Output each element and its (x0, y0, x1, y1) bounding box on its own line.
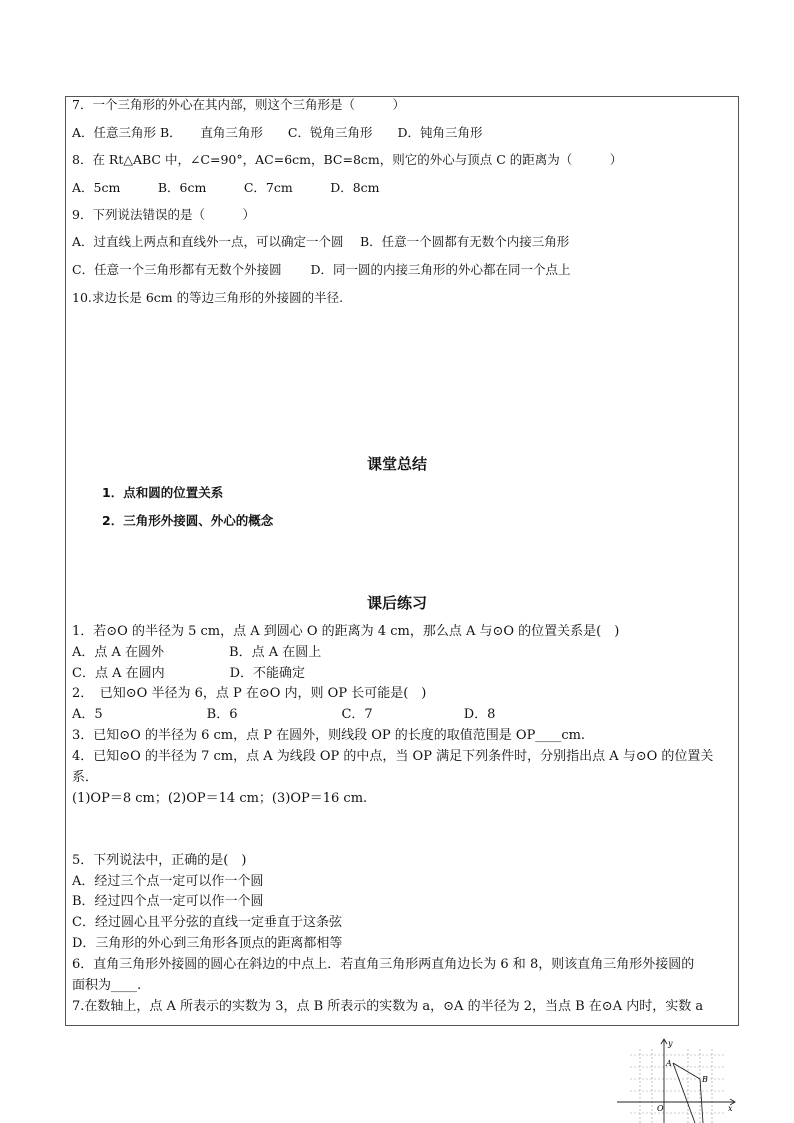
point-b-label: B (702, 1075, 708, 1084)
practice-line: 系． (72, 770, 99, 785)
y-axis-label: y (668, 1039, 673, 1048)
practice-line: 4．已知⊙O 的半径为 7 cm，点 A 为线段 OP 的中点，当 OP 满足下列条件时，分别指出点 A 与⊙O 的位置关 (72, 749, 714, 764)
practice-line: 6．直角三角形外接圆的圆心在斜边的中点上．若直角三角形两直角边长为 6 和 8，则该直角三角形外接圆的 (72, 957, 695, 972)
practice-line: C．点 A 在圆内 D．不能确定 (72, 666, 306, 681)
origin-label: O (657, 1104, 664, 1113)
question-9-option-cd: C．任意一个三角形都有无数个外接圆 D．同一圆的内接三角形的外心都在同一个点上 (72, 262, 571, 277)
question-9: 9．下列说法错误的是（ ） (72, 207, 255, 222)
practice-line: C．经过圆心且平分弦的直线一定垂直于这条弦 (72, 915, 342, 930)
practice-line: A．5 B．6 C．7 D．8 (72, 707, 496, 722)
practice-line: 面积为____. (72, 978, 142, 993)
practice-line: 3．已知⊙O 的半径为 6 cm，点 P 在圆外，则线段 OP 的长度的取值范围是 OP____cm. (72, 728, 586, 743)
summary-item: 2．三角形外接圆、外心的概念 (102, 513, 274, 528)
practice-line: A．经过三个点一定可以作一个圆 (72, 874, 264, 889)
practice-line: D．三角形的外心到三角形各顶点的距离都相等 (72, 936, 343, 951)
summary-heading: 课堂总结 (366, 455, 427, 473)
practice-line: B．经过四个点一定可以作一个圆 (72, 894, 264, 909)
question-7: 7．一个三角形的外心在其内部，则这个三角形是（ ） (72, 97, 405, 112)
practice-line: (1)OP＝8 cm；(2)OP＝14 cm；(3)OP＝16 cm. (72, 791, 368, 806)
question-9-option-ab: A．过直线上两点和直线外一点，可以确定一个圆 B．任意一个圆都有无数个内接三角形 (72, 234, 570, 249)
practice-heading: 课后练习 (366, 594, 427, 612)
practice-line: 5．下列说法中，正确的是( ) (72, 853, 247, 868)
coordinate-grid-figure (615, 1035, 740, 1123)
practice-line: 7.在数轴上，点 A 所表示的实数为 3，点 B 所表示的实数为 a，⊙A 的半径为 2，当点 B 在⊙A 内时，实数 a (72, 999, 704, 1014)
practice-line: A．点 A 在圆外 B．点 A 在圆上 (72, 645, 322, 660)
question-8: 8．在 Rt△ABC 中，∠C=90°，AC=6cm，BC=8cm，则它的外心与顶点 C 的距离为（ ） (72, 152, 623, 167)
point-a-label: A (666, 1059, 672, 1068)
practice-line: 2． 已知⊙O 半径为 6，点 P 在⊙O 内，则 OP 长可能是( ) (72, 686, 427, 701)
summary-item: 1．点和圆的位置关系 (102, 485, 224, 500)
question-7-options: A．任意三角形 B． 直角三角形 C．锐角三角形 D．钝角三角形 (72, 125, 483, 140)
x-axis-label: x (728, 1104, 733, 1113)
question-10: 10.求边长是 6cm 的等边三角形的外接圆的半径. (72, 290, 344, 305)
question-8-options: A．5cm B．6cm C．7cm D．8cm (72, 180, 380, 195)
practice-line: 1．若⊙O 的半径为 5 cm，点 A 到圆心 O 的距离为 4 cm，那么点 A 与⊙O 的位置关系是( ) (72, 624, 620, 639)
